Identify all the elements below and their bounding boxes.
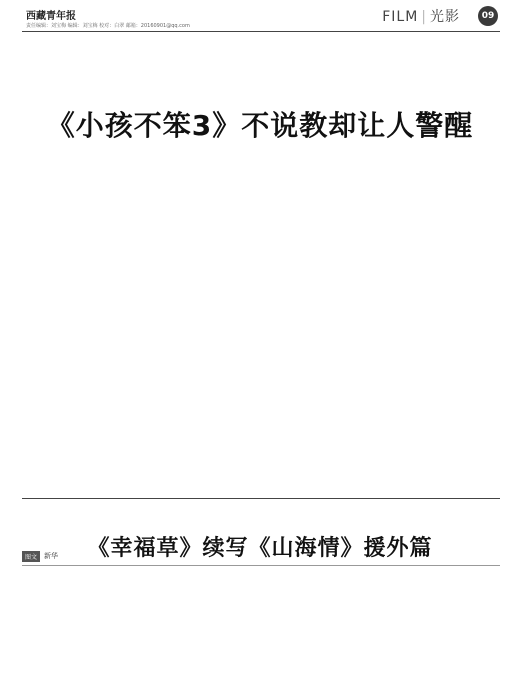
byline-rule bbox=[22, 565, 500, 566]
byline-tag: 图文 bbox=[22, 551, 40, 562]
article-divider bbox=[22, 498, 500, 499]
masthead bbox=[0, 0, 520, 30]
newspaper-name: 西藏青年报 bbox=[26, 11, 76, 22]
editor-credits: 责任编辑：刘宝梅 编辑：刘宝梅 校对：白翠 邮箱：20160901@qq.com bbox=[26, 23, 190, 29]
page-number-badge: 09 bbox=[478, 6, 498, 26]
article2-headline: 《幸福草》续写《山海情》援外篇 bbox=[87, 536, 433, 562]
section-label-en: FILM bbox=[382, 9, 419, 25]
section-separator: | bbox=[421, 9, 427, 25]
section-label bbox=[382, 6, 460, 26]
article2-byline bbox=[22, 549, 58, 563]
masthead-rule bbox=[22, 31, 500, 32]
article1-headline: 《小孩不笨3》不说教却让人警醒 bbox=[46, 108, 474, 142]
section-label-cn: 光影 bbox=[430, 9, 460, 25]
byline-source: 新华 bbox=[44, 552, 59, 560]
